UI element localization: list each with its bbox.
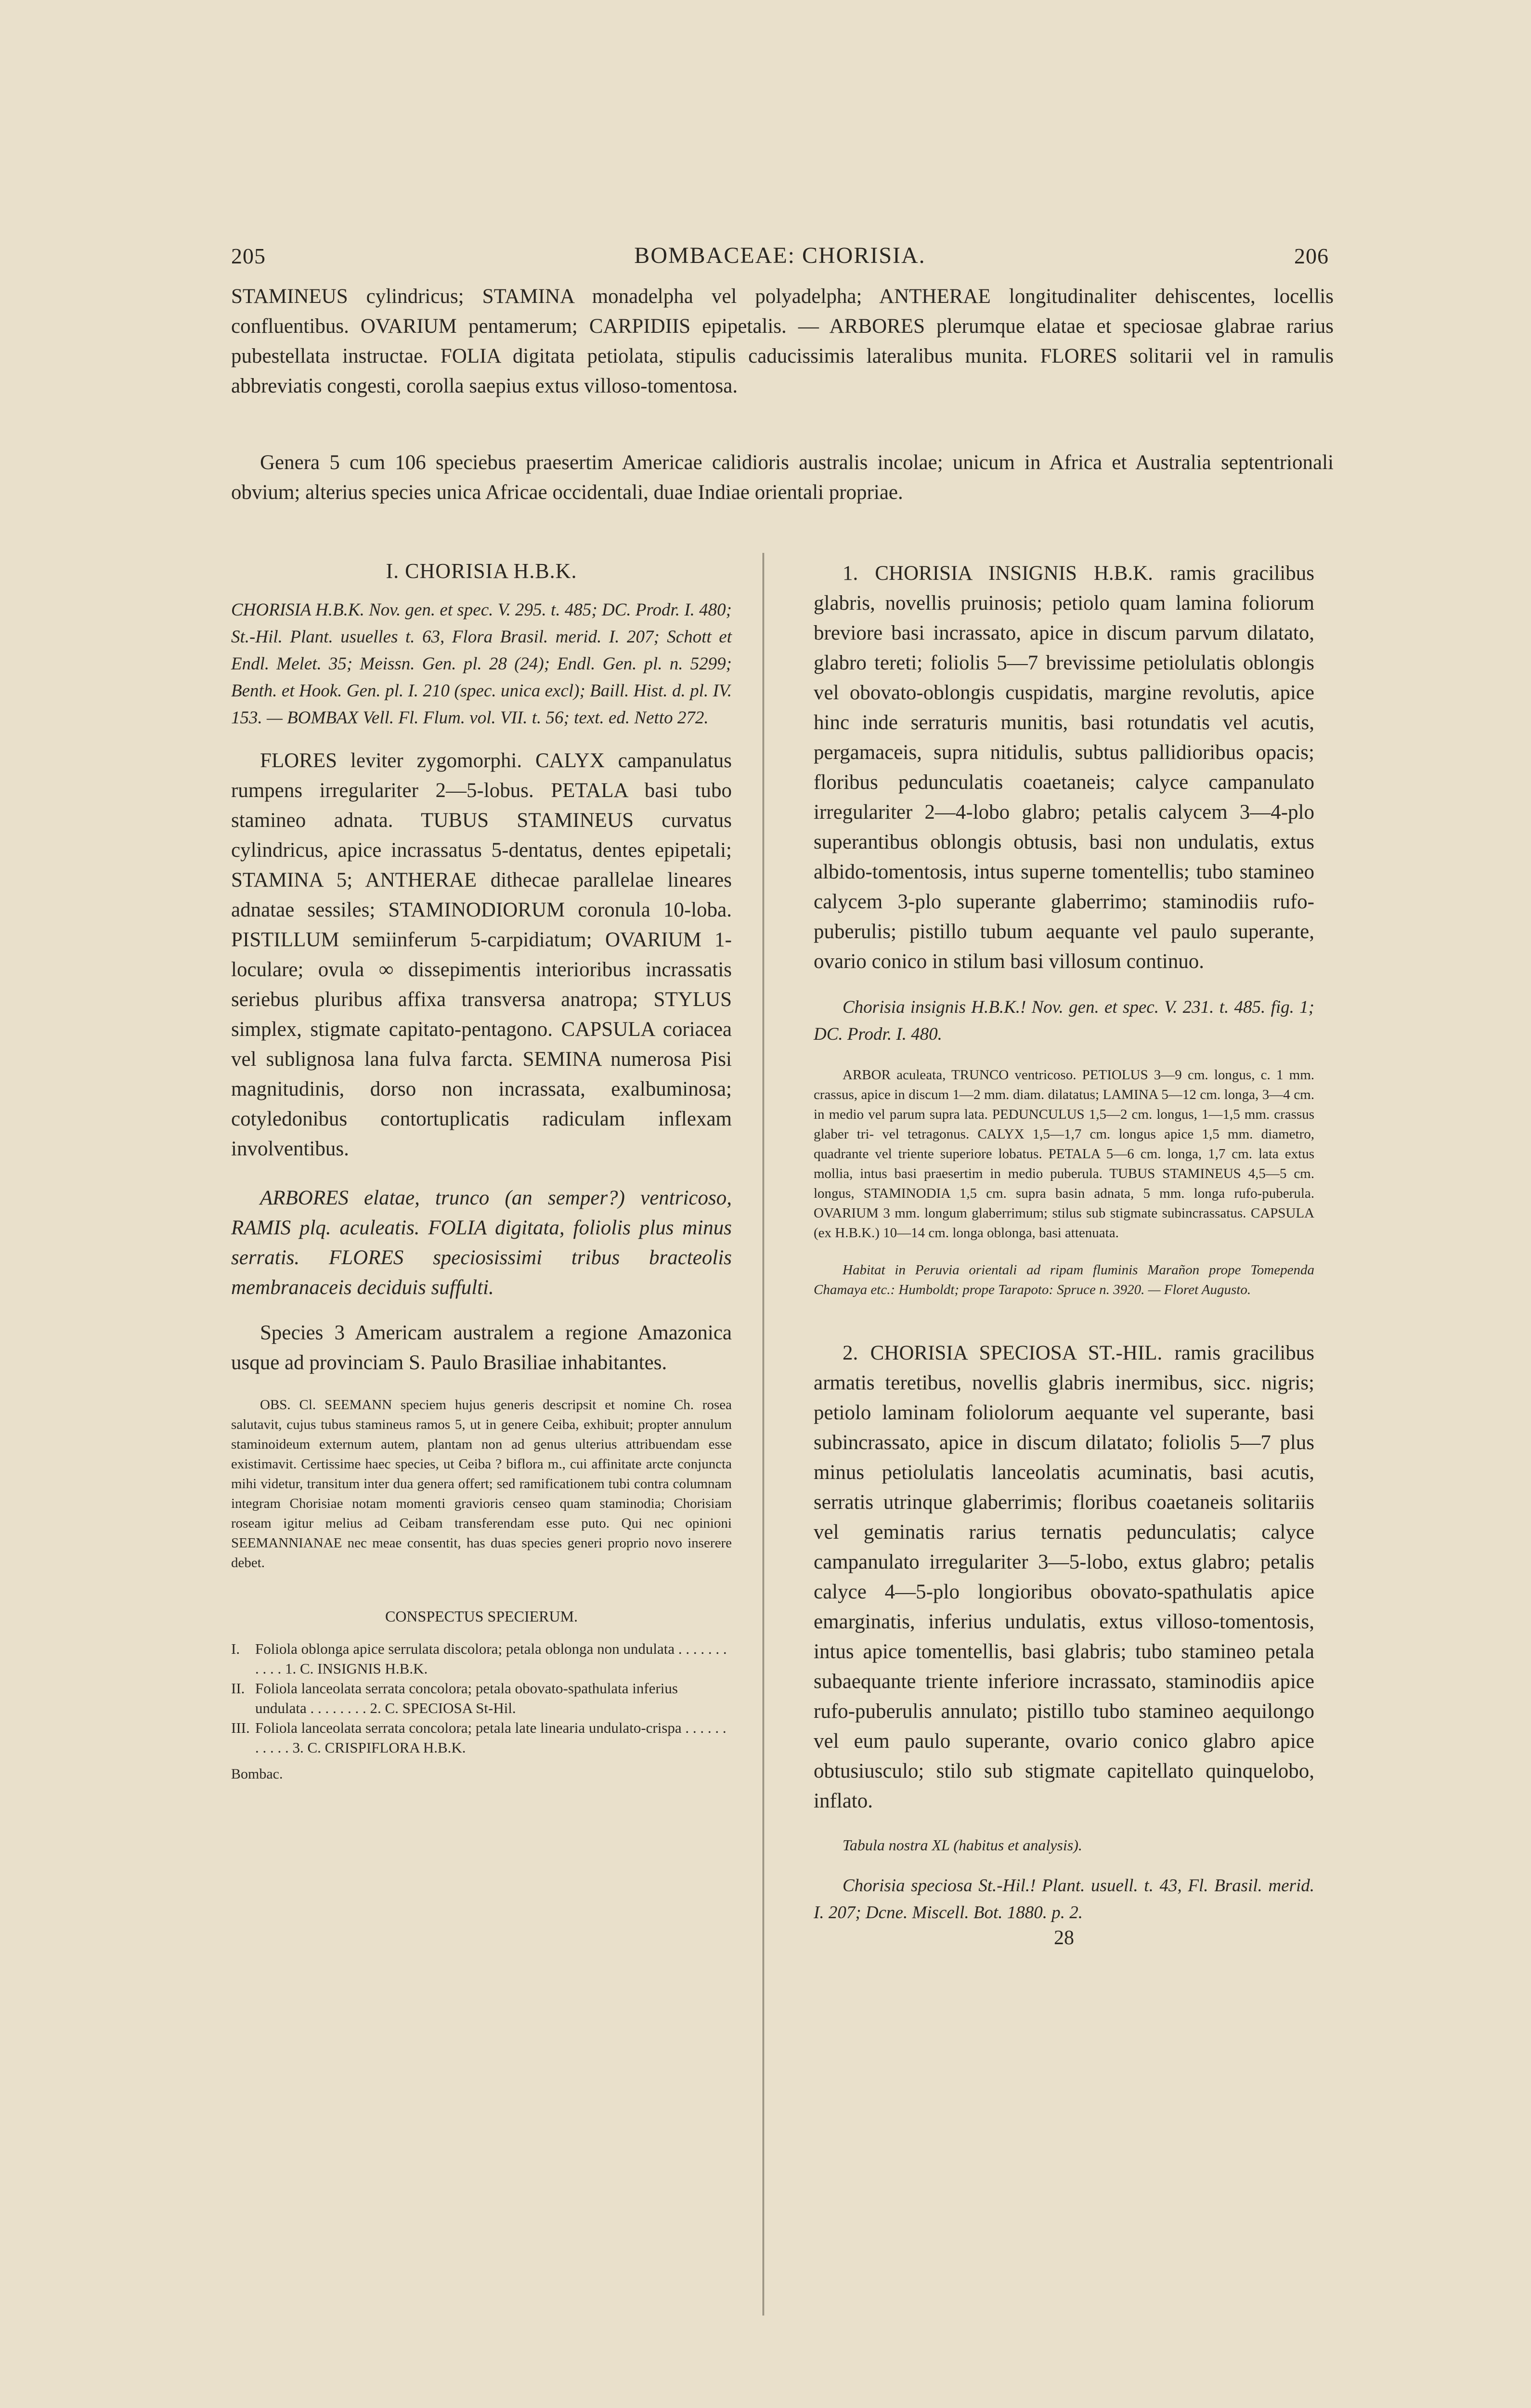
intro-paragraph: STAMINEUS cylindricus; STAMINA monadelpha vel polyadelpha; ANTHERAE longitudinaliter dehiscentes, locellis confluentibus. OVARIUM pentamerum; CARPIDIIS epipetalis. — ARBORES plerumque elatae et speciosae glabrae rarius pubestellata instructae. FOLIA digitata petiolata, stipulis caducissimis lateralibus munita. FLORES solitarii vel in ramulis abbreviatis congesti, corolla saepius extus villoso-tomentosa. [231, 285, 1334, 397]
genera-paragraph: Genera 5 cum 106 speciebus praesertim Americae calidioris australis incolae; unicum in Africa et Australia septentrionali obvium; alterius species unica Africae occidentali, duae Indiae orientali propriae. [231, 451, 1334, 504]
key-row [231, 1718, 732, 1757]
signature-mark: Bombac. [231, 1766, 283, 1782]
species-distribution: Species 3 Americam australem a regione Amazonica usque ad provinciam S. Paulo Brasiliae inhabitantes. [231, 1322, 732, 1374]
key-row [231, 1678, 732, 1718]
page-number-left: 205 [231, 244, 266, 268]
key-row [231, 1639, 732, 1678]
page-number-right: 206 [1294, 244, 1329, 268]
species-1-citation: Chorisia insignis H.B.K.! Nov. gen. et spec. V. 231. t. 485. fig. 1; DC. Prodr. I. 480. [814, 997, 1314, 1044]
genus-synonymy: CHORISIA H.B.K. Nov. gen. et spec. V. 295. t. 485; DC. Prodr. I. 480; St.-Hil. Plant. usuelles t. 63, Flora Brasil. merid. I. 207; Schott et Endl. Melet. 35; Meissn. Gen. pl. 28 (24); Endl. Gen. pl. n. 5299; Benth. et Hook. Gen. pl. I. 210 (spec. unica excl); Baill. Hist. d. pl. IV. 153. — BOMBAX Vell. Fl. Flum. vol. VII. t. 56; text. ed. Netto 272. [231, 600, 732, 728]
running-title: BOMBACEAE: CHORISIA. [634, 243, 926, 268]
genus-habit: ARBORES elatae, trunco (an semper?) ventricoso, RAMIS plq. aculeatis. FOLIA digitata, foliolis plus minus serratis. FLORES speciosissimi tribus bracteolis membranaceis deciduis suffulti. [231, 1187, 732, 1299]
key-number: III. [231, 1719, 250, 1736]
key-number: I. [231, 1640, 240, 1657]
genus-heading: I. CHORISIA H.B.K. [386, 559, 577, 583]
species-2-citation: Chorisia speciosa St.-Hil.! Plant. usuell. t. 43, Fl. Brasil. merid. I. 207; Dcne. Miscell. Bot. 1880. p. 2. [814, 1876, 1314, 1923]
key-number: II. [231, 1680, 245, 1697]
column-divider [763, 553, 764, 2316]
species-1-description: 1. CHORISIA INSIGNIS H.B.K. ramis gracilibus glabris, novellis pruinosis; petiolo quam lamina foliorum breviore basi incrassato, apice in discum parvum dilatato, glabro tereti; foliolis 5—7 brevissime petiolulatis oblongis vel obovato-oblongis cuspidatis, margine revolutis, apice hinc inde serraturis munitis, basi rotundatis vel acutis, pergamaceis, supra nitidulis, subtus pallidioribus opacis; floribus pedunculatis coaetaneis; calyce campanulato irregulariter 2—4-lobo glabro; petalis calycem 3—4-plo superantibus oblongis obtusis, basi non undulatis, extus albido-tomentosis, intus superne tomentellis; tubo stamineo calycem 3-plo superante glaberrimo; staminodiis rufo-puberulis; pistillo tubum aequante vel paulo superante, ovario conico in stilum basi villosum continuo. [814, 562, 1314, 973]
conspectus-heading: CONSPECTUS SPECIERUM. [385, 1608, 578, 1625]
running-header [231, 230, 1329, 269]
species-1-measurements: ARBOR aculeata, TRUNCO ventricoso. PETIOLUS 3—9 cm. longus, c. 1 mm. crassus, apice in discum 1—2 mm. diam. dilatatus; LAMINA 5—12 cm. longa, 3—4 cm. in medio vel parum supra lata. PEDUNCULUS 1,5—2 cm. longus, 1—1,5 mm. crassus glaber tri- vel tetragonus. CALYX 1,5—1,7 cm. longus apice 1,5 mm. diametro, quadrante vel triente superiore lobatus. PETALA 5—6 cm. longa, 1,7 cm. lata extus mollia, intus basi praesertim in medio puberula. TUBUS STAMINEUS 4,5—5 cm. longus, STAMINODIA 1,5 cm. supra basin adnata, 5 mm. longa rufo-puberula. OVARIUM 3 mm. longum glaberrimum; stilus sub stigmate subincrassatus. CAPSULA (ex H.B.K.) 10—14 cm. longa oblonga, basi attenuata. [814, 1067, 1314, 1241]
key-text: Foliola lanceolata serrata concolora; petala late linearia undulato-crispa . . . . . . . . . . . 3. C. CRISPIFLORA H.B.K. [255, 1719, 727, 1756]
right-column [814, 559, 1314, 1950]
key-text: Foliola lanceolata serrata concolora; petala obovato-spathulata inferius undulata . . . . . . . . 2. C. SPECIOSA St-Hil. [255, 1680, 678, 1716]
species-key [231, 1639, 732, 1757]
sheet-number: 28 [1054, 1927, 1074, 1949]
species-1-habitat: Habitat in Peruvia orientali ad ripam fluminis Marañon prope Tomependa Chamaya etc.: Humboldt; prope Tarapoto: Spruce n. 3920. — Floret Augusto. [814, 1262, 1314, 1297]
plate-reference: Tabula nostra XL (habitus et analysis). [843, 1836, 1082, 1854]
genus-description: FLORES leviter zygomorphi. CALYX campanulatus rumpens irregulariter 2—5-lobus. PETALA basi tubo stamineo adnata. TUBUS STAMINEUS curvatus cylindricus, apice incrassatus 5-dentatus, dentes epipetali; STAMINA 5; ANTHERAE dithecae parallelae lineares adnatae sessiles; STAMINODIORUM coronula 10-loba. PISTILLUM semiinferum 5-carpidiatum; OVARIUM 1-loculare; ovula ∞ dissepimentis interioribus incrassatis seriebus pluribus affixa transversa anatropa; STYLUS simplex, stigmate capitato-pentagono. CAPSULA coriacea vel sublignosa lana fulva farcta. SEMINA numerosa Pisi magnitudinis, dorso non incrassata, exalbuminosa; cotyledonibus contortuplicatis radiculam inflexam involventibus. [231, 749, 732, 1160]
left-column [231, 559, 732, 1782]
species-2-description: 2. CHORISIA SPECIOSA ST.-HIL. ramis gracilibus armatis teretibus, novellis glabris inermibus, sicc. nigris; petiolo laminam foliolorum aequante vel superante, basi subincrassato, apice in discum dilatato; foliolis 5—7 plus minus petiolulatis lanceolatis acuminatis, basi acutis, serratis utrinque glaberrimis; floribus coaetaneis solitariis vel geminatis rarius ternatis pedunculatis; calyce campanulato irregulariter 3—5-lobo, extus glabro; petalis calyce 4—5-plo longioribus obovato-spathulatis apice emarginatis, inferius undulatis, extus villoso-tomentosis, intus apice tomentellis, basi glabris; tubo stamineo petala subaequante triente inferiore incrassato, staminodiis apice rufo-puberulis annulato; pistillo tubo stamineo aequilongo vel eum paulo superante, ovario conico glabro apice obtusiusculo; stilo sub stigmate capitellato quinquelobo, inflato. [814, 1342, 1314, 1812]
key-text: Foliola oblonga apice serrulata discolora; petala oblonga non undulata . . . . . . . . . . . 1. C. INSIGNIS H.B.K. [255, 1640, 727, 1677]
observation-note: OBS. Cl. SEEMANN speciem hujus generis descripsit et nomine Ch. rosea salutavit, cujus tubus stamineus ramos 5, ut in genere Ceiba, exhibuit; propter annulum staminoideum externum autem, plantam non ad genus ulterius attribuendam esse existimavit. Certissime haec species, ut Ceiba ? biflora m., cui affinitate arcte conjuncta mihi videtur, transitum inter dua genera offert; sed ramificationem tubi contra columnam integram Chorisiae notam momenti gravioris censeo quam staminodia; Chorisiam roseam igitur melius ad Ceibam transferendam esse puto. Qui nec opinioni SEEMANNIANAE nec meae consentit, has duas species generi proprio novo inserere debet. [231, 1397, 732, 1570]
